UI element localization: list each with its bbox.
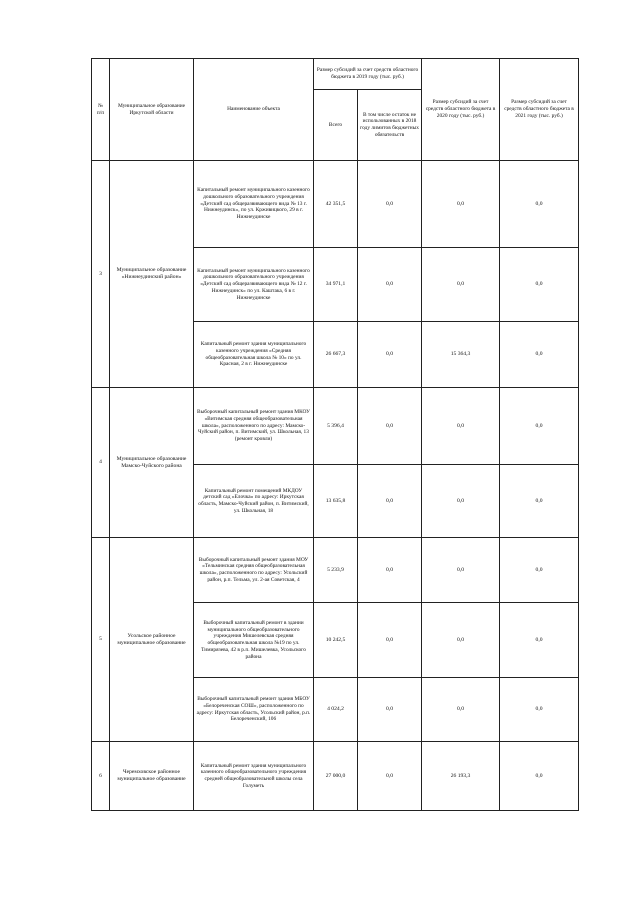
table-row	[92, 161, 579, 248]
object-cell: Выборочный капитальный ремонт здания МОУ «Тельминская средняя общеобразовательная школа», расположенного по адресу: Усольский район, р.п. Тельма, ул. 2-ая Советская, 4	[194, 538, 314, 603]
total-2019-cell: 27 000,0	[314, 742, 358, 811]
total-2019-cell: 42 351,5	[314, 161, 358, 248]
object-cell: Капитальный ремонт помещений МКДОУ детский сад «Елочка» по адресу: Иркутская область, Мамско-Чуйский район, п. Витимский, ул. Школьная, 18	[194, 465, 314, 538]
total-2019-cell: 5 233,9	[314, 538, 358, 603]
municipality-cell: Усольское районное муниципальное образование	[110, 538, 194, 742]
header-2020: Размер субсидий за счет средств областного бюджета в 2020 году (тыс. руб.)	[422, 59, 500, 161]
value-2020-cell: 0,0	[422, 678, 500, 742]
value-2021-cell: 0,0	[500, 678, 579, 742]
unused-2018-cell: 0,0	[358, 248, 422, 322]
header-2019-group: Размер субсидий за счет средств областного бюджета в 2019 году (тыс. руб.)	[314, 59, 422, 90]
value-2020-cell: 0,0	[422, 248, 500, 322]
unused-2018-cell: 0,0	[358, 161, 422, 248]
unused-2018-cell: 0,0	[358, 742, 422, 811]
unused-2018-cell: 0,0	[358, 538, 422, 603]
header-2019-unused: В том числе остаток не использованных в 2018 году лимитов бюджетных обязательств	[358, 90, 422, 161]
total-2019-cell: 5 396,4	[314, 388, 358, 465]
table-row	[92, 538, 579, 603]
object-cell: Капитальный ремонт муниципального казенного дошкольного образовательного учреждения «Детский сад общеразвивающего вида № 12 г. Нижнеудинск» по ул. Каштака, 6 в г. Нижнеудинске	[194, 248, 314, 322]
subsidy-table	[91, 58, 579, 811]
row-number: 5	[92, 538, 110, 742]
object-cell: Капитальный ремонт муниципального казенного дошкольного образовательного учреждения «Детский сад общеразвивающего вида № 13 г. Нижнеудинск», по ул. Крживицкого, 29 в г. Нижнеудинске	[194, 161, 314, 248]
value-2021-cell: 0,0	[500, 161, 579, 248]
value-2020-cell: 0,0	[422, 465, 500, 538]
value-2021-cell: 0,0	[500, 248, 579, 322]
header-row-1	[92, 59, 579, 90]
unused-2018-cell: 0,0	[358, 603, 422, 678]
object-cell: Капитальный ремонт здания муниципального казенного общеобразовательного учреждения средней общеобразовательной школы села Голуметь	[194, 742, 314, 811]
unused-2018-cell: 0,0	[358, 678, 422, 742]
value-2020-cell: 0,0	[422, 388, 500, 465]
value-2021-cell: 0,0	[500, 603, 579, 678]
object-cell: Выборочный капитальный ремонт здания МКОУ «Витимская средняя общеобразовательная школа», расположенного по адресу: Мамско-Чуйский район, п. Витимский, ул. Школьная, 13 (ремонт кровли)	[194, 388, 314, 465]
total-2019-cell: 26 667,3	[314, 322, 358, 388]
header-municipality: Муниципальное образование Иркутской области	[110, 59, 194, 161]
value-2020-cell: 26 193,3	[422, 742, 500, 811]
municipality-cell: Муниципальное образование «Нижнеудинский район»	[110, 161, 194, 388]
unused-2018-cell: 0,0	[358, 465, 422, 538]
unused-2018-cell: 0,0	[358, 388, 422, 465]
value-2021-cell: 0,0	[500, 742, 579, 811]
total-2019-cell: 13 635,8	[314, 465, 358, 538]
total-2019-cell: 34 971,1	[314, 248, 358, 322]
unused-2018-cell: 0,0	[358, 322, 422, 388]
row-number: 3	[92, 161, 110, 388]
object-cell: Выборочный капитальный ремонт здания МБОУ «Белореченская СОШ», расположенного по адресу: Иркутская область, Усольский район, р.п. Белореченский, 106	[194, 678, 314, 742]
header-num: № п/п	[92, 59, 110, 161]
total-2019-cell: 4 024,2	[314, 678, 358, 742]
header-2019-total: Всего	[314, 90, 358, 161]
value-2021-cell: 0,0	[500, 465, 579, 538]
value-2020-cell: 0,0	[422, 603, 500, 678]
value-2020-cell: 0,0	[422, 161, 500, 248]
row-number: 4	[92, 388, 110, 538]
municipality-cell: Муниципальное образование Мамско-Чуйского района	[110, 388, 194, 538]
value-2021-cell: 0,0	[500, 388, 579, 465]
object-cell: Капитальный ремонт здания муниципального казенного учреждения «Средняя общеобразовательная школа № 10» по ул. Красная, 2 в г. Нижнеудинске	[194, 322, 314, 388]
row-number: 6	[92, 742, 110, 811]
table-row	[92, 388, 579, 465]
value-2020-cell: 0,0	[422, 538, 500, 603]
value-2020-cell: 15 364,3	[422, 322, 500, 388]
value-2021-cell: 0,0	[500, 322, 579, 388]
value-2021-cell: 0,0	[500, 538, 579, 603]
object-cell: Выборочный капитальный ремонт в здании муниципального общеобразовательного учреждения Мишелевская средняя общеобразовательная школа №19 по ул. Тимирязева, 42 в р.п. Мишелевка, Усольского района	[194, 603, 314, 678]
header-object: Наименование объекта	[194, 59, 314, 161]
total-2019-cell: 10 242,5	[314, 603, 358, 678]
header-2021: Размер субсидий за счет средств областного бюджета в 2021 году (тыс. руб.)	[500, 59, 579, 161]
municipality-cell: Черемховское районное муниципальное образование	[110, 742, 194, 811]
table-row	[92, 742, 579, 811]
